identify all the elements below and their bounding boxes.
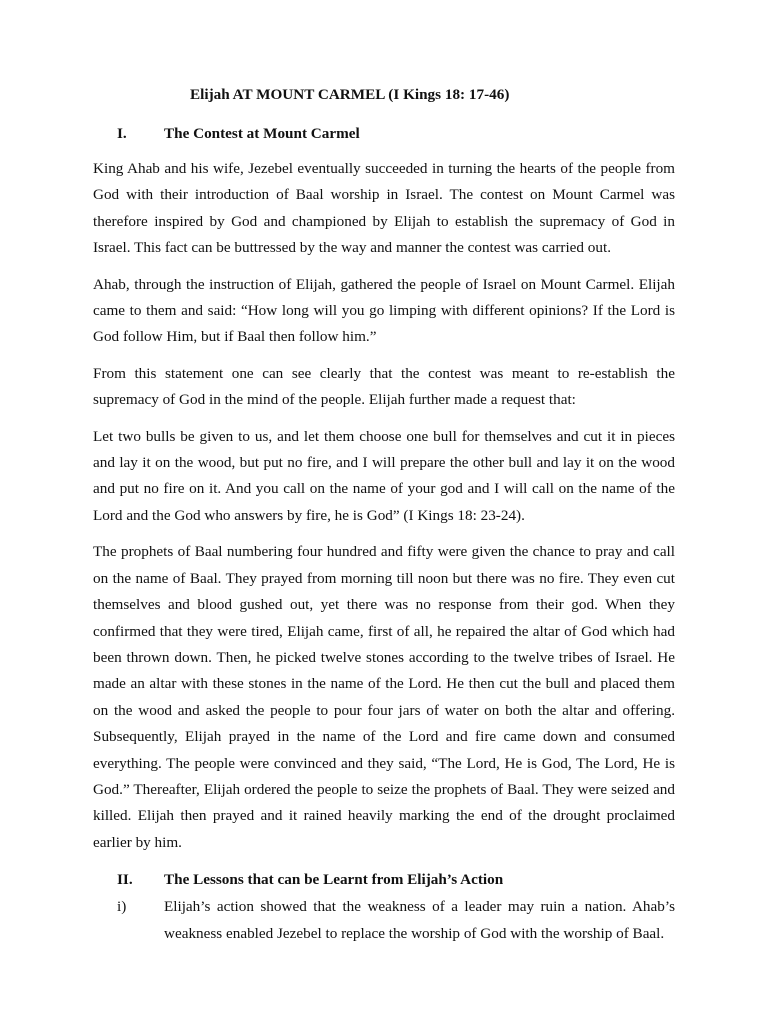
paragraph: The prophets of Baal numbering four hundred and fifty were given the chance to pray and call on the name of Baal. They prayed from morning till noon but there was no fire. They even cut themselves and blood gushed out, yet there was no response from their god. When they confirmed that they were tired, Elijah came, first of all, he repaired the altar of God which had been thrown down. Then, he picked twelve stones according to the twelve tribes of Israel. He made an altar with these stones in the name of the Lord. He then cut the bull and placed them on the wood and asked the people to pour four jars of water on both the altar and offering. Subsequently, Elijah prayed in the name of the Lord and fire came down and consumed everything. The people were convinced and they said, “The Lord, He is God, The Lord, He is God.” Thereafter, Elijah ordered the people to seize the prophets of Baal. They were seized and killed. Elijah then prayed and it rained heavily marking the end of the drought proclaimed earlier by him. [93, 543, 675, 851]
document-page [93, 84, 675, 947]
paragraph: Let two bulls be given to us, and let them choose one bull for themselves and cut it in pieces and lay it on the wood, but put no fire, and I will prepare the other bull and lay it on the wood and put no fire on it. And you call on the name of your god and I will call on the name of the Lord and the God who answers by fire, he is God” (I Kings 18: 23-24). [93, 427, 675, 524]
paragraph: From this statement one can see clearly that the contest was meant to re-establish the supremacy of God in the mind of the people. Elijah further made a request that: [93, 364, 675, 409]
section-number: I. [117, 125, 127, 142]
document-title: Elijah AT MOUNT CARMEL (I Kings 18: 17-46) [190, 86, 510, 103]
section-title: The Contest at Mount Carmel [164, 125, 360, 142]
section-number: II. [117, 871, 133, 889]
list-item [93, 894, 675, 947]
paragraph: King Ahab and his wife, Jezebel eventually succeeded in turning the hearts of the people from God with their introduction of Baal worship in Israel. The contest on Mount Carmel was therefore inspired by God and championed by Elijah to establish the supremacy of God in Israel. This fact can be buttressed by the way and manner the contest was carried out. [93, 160, 675, 257]
list-item-number: i) [117, 898, 127, 916]
section-title: The Lessons that can be Learnt from Elijah’s Action [164, 871, 504, 889]
list-item-text: Elijah’s action showed that the weakness of a leader may ruin a nation. Ahab’s weakness enabled Jezebel to replace the worship of God with the worship of Baal. [164, 898, 675, 942]
section-heading-contest [93, 123, 675, 145]
paragraph: Ahab, through the instruction of Elijah, gathered the people of Israel on Mount Carmel. Elijah came to them and said: “How long will you go limping with different opinions? If the Lord is God follow Him, but if Baal then follow him.” [93, 275, 675, 346]
section-heading-lessons [93, 869, 675, 891]
